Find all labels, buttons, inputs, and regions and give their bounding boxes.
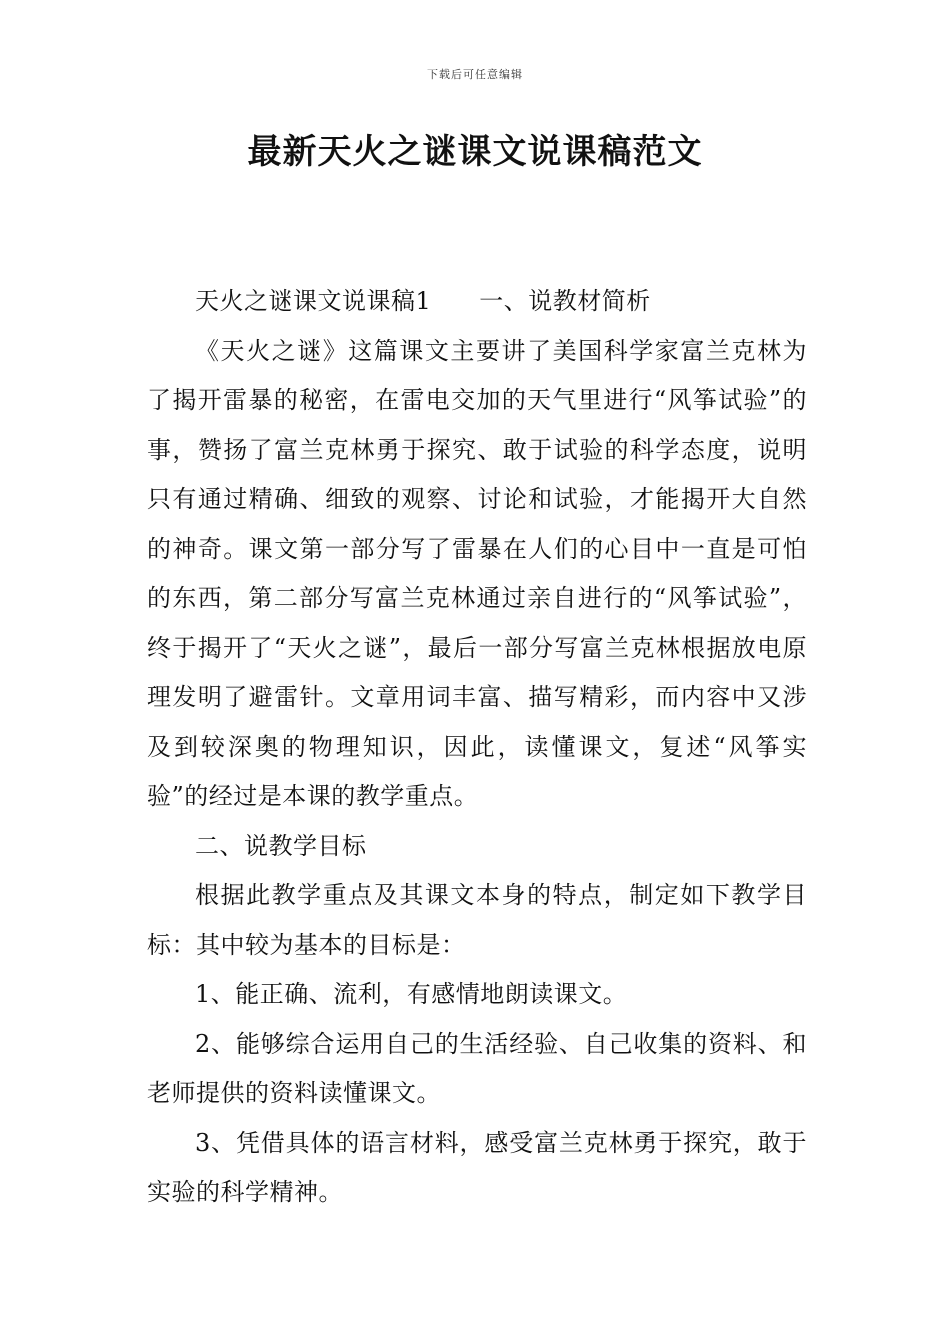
goal-item-3: 3、凭借具体的语言材料，感受富兰克林勇于探究，敢于实验的科学精神。 (147, 1128, 807, 1206)
document-title: 最新天火之谜课文说课稿范文 (247, 132, 703, 172)
goal-item-1: 1、能正确、流利，有感情地朗读课文。 (195, 980, 628, 1008)
section-heading-1: 一、说教材简析 (479, 287, 651, 315)
lesson-plan-label: 天火之谜课文说课稿1 (195, 287, 432, 315)
paragraph-material-summary: 《天火之谜》这篇课文主要讲了美国科学家富兰克林为了揭开雷暴的秘密，在雷电交加的天气里进行“风筝试验”的事，赞扬了富兰克林勇于探究、敢于试验的科学态度，说明只有通过精确、细致的观察、讨论和试验，才能揭开大自然的神奇。课文第一部分写了雷暴在人们的心目中一直是可怕的东西，第二部分写富兰克林通过亲自进行的“风筝试验”，终于揭开了“天火之谜”，最后一部分写富兰克林根据放电原理发明了避雷针。文章用词丰富、描写精彩，而内容中又涉及到较深奥的物理知识，因此，读懂课文，复述“风筝实验”的经过是本课的教学重点。 (147, 336, 807, 810)
paragraph-intro-heading (147, 277, 807, 327)
goal-item-2: 2、能够综合运用自己的生活经验、自己收集的资料、和老师提供的资料读懂课文。 (147, 1029, 807, 1107)
document-body (147, 277, 807, 1218)
header-note: 下载后可任意编辑 (427, 68, 523, 81)
section-heading-2: 二、说教学目标 (195, 831, 367, 860)
paragraph-goals-intro: 根据此教学重点及其课文本身的特点，制定如下教学目标：其中较为基本的目标是： (147, 881, 807, 959)
